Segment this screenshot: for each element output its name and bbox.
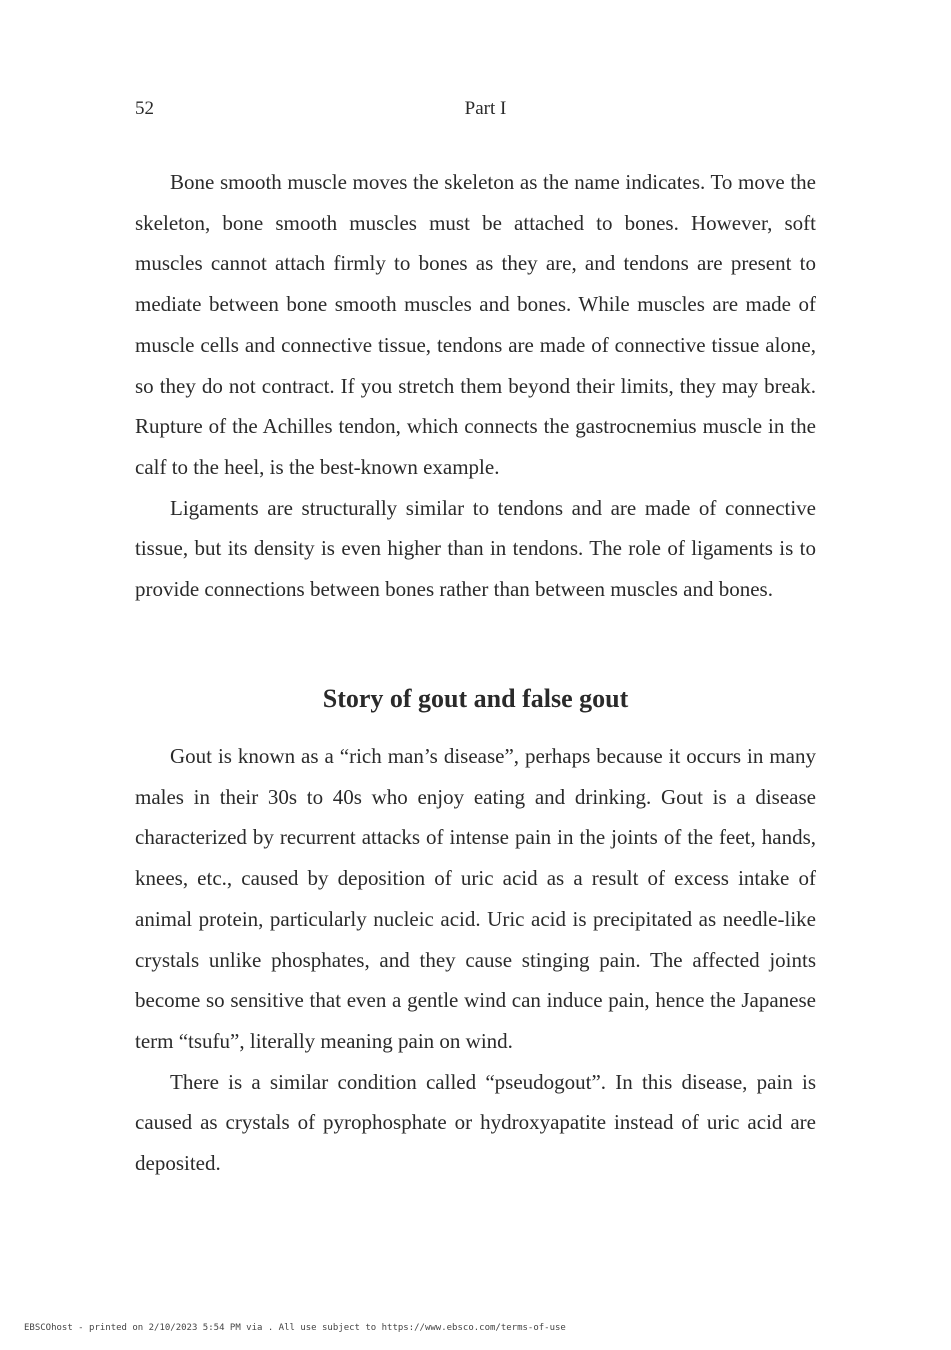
paragraph: There is a similar condition called “pseudogout”. In this disease, pain is caused as crystals of pyrophosphate or hydroxyapatite instead of uric acid are deposited. <box>135 1069 816 1176</box>
paragraph: Gout is known as a “rich man’s disease”, perhaps because it occurs in many males in their 30s to 40s who enjoy eating and drinking. Gout is a disease characterized by recurrent attacks of intense pain in the joints of the feet, hands, knees, etc., caused by deposition of uric acid as a result of excess intake of animal protein, particularly nucleic acid. Uric acid is precipitated as needle-like crystals unlike phosphates, and they cause stinging pain. The affected joints become so sensitive that even a gentle wind can induce pain, hence the Japanese term “tsufu”, literally meaning pain on wind. <box>135 744 816 1053</box>
section-heading: Story of gout and false gout <box>322 684 629 713</box>
paragraph: Ligaments are structurally similar to tendons and are made of connective tissue, but its density is even higher than in tendons. The role of ligaments is to provide connections between bones rather than between muscles and bones. <box>135 495 816 602</box>
paragraph: Bone smooth muscle moves the skeleton as the name indicates. To move the skeleton, bone smooth muscles must be attached to bones. However, soft muscles cannot attach firmly to bones as they are, and tendons are present to mediate between bone smooth muscles and bones. While muscles are made of muscle cells and connective tissue, tendons are made of connective tissue alone, so they do not contract. If you stretch them beyond their limits, they may break. Rupture of the Achilles tendon, which connects the gastrocnemius muscle in the calf to the heel, is the best-known example. <box>135 170 816 479</box>
page-number: 52 <box>135 98 154 119</box>
section-body-gout <box>135 736 816 1184</box>
print-footer: EBSCOhost - printed on 2/10/2023 5:54 PM via . All use subject to https://www.ebsco.com/terms-of-use <box>24 1323 566 1333</box>
running-head: Part I <box>464 98 507 119</box>
section-body-tendons-ligaments <box>135 162 816 610</box>
